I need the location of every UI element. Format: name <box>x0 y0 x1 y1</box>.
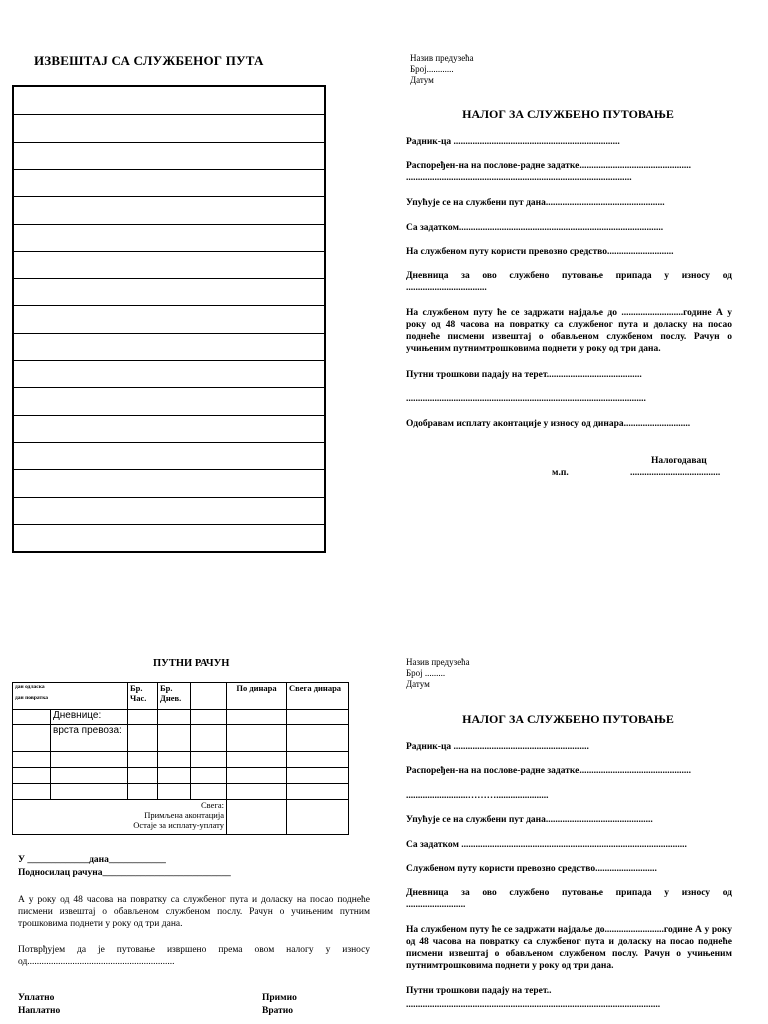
ruled-line <box>14 142 324 143</box>
bill-paragraph-2: Потврђујем да је путовање извршено према овом налогу у износу од.............................................................. <box>18 945 370 967</box>
travel-bill-table <box>12 682 349 835</box>
totals-labels <box>13 800 227 835</box>
report-title: ИЗВЕШТАЈ СА СЛУЖБЕНОГ ПУТА <box>34 53 264 68</box>
collected-label: Наплатно <box>18 1006 61 1016</box>
per-diem-field-continued: .................................. <box>406 283 487 293</box>
worker-field: Радник-ца ...................................................................... <box>406 137 620 147</box>
company-name: Назив предузећа <box>410 53 474 63</box>
total-dinar-header: Свега динара <box>287 683 349 710</box>
issuer-signature-line: ...................................... <box>630 468 721 478</box>
ruled-line <box>14 251 324 252</box>
ruled-line <box>14 442 324 443</box>
ruled-line <box>14 360 324 361</box>
ruled-line <box>14 497 324 498</box>
total-label: Свега: <box>200 800 224 810</box>
table-row <box>13 768 349 784</box>
bill-title: ПУТНИ РАЧУН <box>153 658 230 669</box>
table-row <box>13 784 349 800</box>
submitter-line: Подносилац рачуна___________________________ <box>18 868 231 878</box>
ruled-line <box>14 114 324 115</box>
costs-field-continued: ........................................................................................................... <box>406 1000 661 1010</box>
stay-paragraph: На службеном путу ће се задржати најдаље до ..........................године А у року од 48 часова на повратку са службеног пута и доласку на посао поднеће писмени извештај о обављеном службеном послу. Рачун о учињеним путнимтрошковима поднети у року од три дана. <box>406 308 732 354</box>
transport-row-label: врста превоза: <box>51 725 128 752</box>
totals-row <box>13 800 349 835</box>
report-lined-box <box>12 85 326 553</box>
order-date: Датум <box>406 679 430 689</box>
sent-date-field: Упућује се на службени пут дана............................................. <box>406 815 653 825</box>
table-row <box>13 752 349 768</box>
ruled-line <box>14 387 324 388</box>
ruled-line <box>14 524 324 525</box>
issuer-label: Налогодавац <box>651 456 707 466</box>
return-header: дан повратка <box>15 695 49 701</box>
per-dinar-header: По динара <box>227 683 287 710</box>
departure-header: дан одласка <box>15 684 45 690</box>
departure-return-header <box>13 683 128 710</box>
ruled-line <box>14 305 324 306</box>
per-diem-field-continued: ......................... <box>406 900 466 910</box>
costs-field-continued: ..................................................................................................... <box>406 394 646 404</box>
returned-label: Вратио <box>262 1006 294 1016</box>
table-row <box>13 710 349 725</box>
order-number: Број ......... <box>406 668 446 678</box>
assigned-field: Распоређен-на на послове-радне задатке............................................... <box>406 161 691 171</box>
hours-header: Бр. Час. <box>128 683 158 710</box>
assigned-field-continued: ..........................………...................... <box>406 791 549 801</box>
blank-header-cell <box>191 683 227 710</box>
assigned-field-continued: ............................................................................................... <box>406 173 632 183</box>
ruled-line <box>14 278 324 279</box>
transport-field: Службеном путу користи превозно средство.......................... <box>406 864 657 874</box>
costs-field: Путни трошкови падају на терет........................................ <box>406 370 642 380</box>
table-header-row <box>13 683 349 710</box>
per-diem-field: Дневница за ово службено путовање припада у износу од <box>406 271 732 281</box>
advance-field: Одобравам исплату аконтације у износу од динара............................ <box>406 419 691 429</box>
per-diem-row-label: Дневнице: <box>51 710 128 725</box>
place-date-line: У _____________дана____________ <box>18 855 166 865</box>
order-title: НАЛОГ ЗА СЛУЖБЕНО ПУТОВАЊЕ <box>462 712 674 726</box>
transport-field: На службеном путу користи превозно средство............................ <box>406 247 674 257</box>
costs-field: Путни трошкови падају на терет.. <box>406 986 552 996</box>
order-title: НАЛОГ ЗА СЛУЖБЕНО ПУТОВАЊЕ <box>462 107 674 121</box>
bill-signatures-left <box>18 992 60 1018</box>
ruled-line <box>14 333 324 334</box>
stamp-label: м.п. <box>552 468 569 478</box>
ruled-line <box>14 469 324 470</box>
task-field: Са задатком ............................................................................................... <box>406 840 687 850</box>
ruled-line <box>14 415 324 416</box>
task-field: Са задатком...................................................................................... <box>406 223 664 233</box>
bill-paragraph-1: А у року од 48 часова на повратку са службеног пута и доласку на посао поднеће писмени извештај о обављеном службеном послу. Рачун о учињеним путним трошковима поднети у року од три дана. <box>18 895 370 929</box>
ruled-line <box>14 169 324 170</box>
paid-label: Уплатно <box>18 993 55 1003</box>
per-diem-field: Дневница за ово службено путовање припада у износу од <box>406 888 732 898</box>
company-name: Назив предузећа <box>406 657 470 667</box>
order-date: Датум <box>410 75 434 85</box>
received-label: Примио <box>262 993 297 1003</box>
sent-date-field: Упућује се на службени пут дана.................................................. <box>406 198 665 208</box>
bill-signatures-right <box>262 992 297 1018</box>
table-row <box>13 725 349 752</box>
stay-paragraph: На службеном путу ће се задржати најдаље до.........................године А у року од 48 часова на повратку са службеног пута и доласку на посао поднеће писмени извештај о обављеном службеном послу. Рачун о учињеним путнимтрошковима поднети у року од три дана. <box>406 925 732 971</box>
ruled-line <box>14 224 324 225</box>
order-number: Број............ <box>410 64 454 74</box>
to-pay-label: Остаје за исплату-уплату <box>133 820 224 830</box>
order-top-header <box>410 53 474 86</box>
advance-received-label: Примљена аконтација <box>144 810 224 820</box>
ruled-line <box>14 196 324 197</box>
order-bottom-header <box>406 657 470 690</box>
worker-field: Радник-ца ......................................................... <box>406 742 589 752</box>
days-header: Бр. Днев. <box>158 683 191 710</box>
assigned-field: Распоређен-на на послове-радне задатке............................................... <box>406 766 691 776</box>
